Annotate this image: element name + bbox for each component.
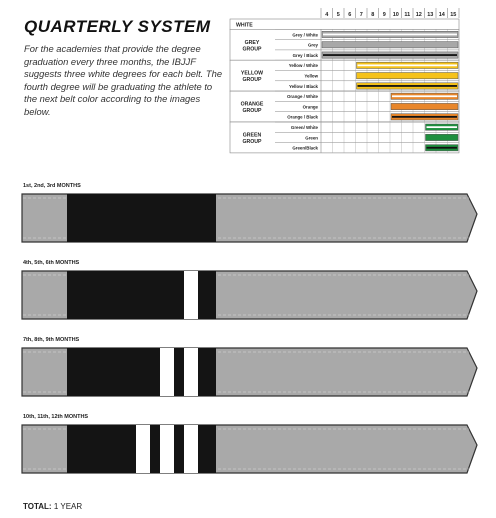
- belt-drawing: [0, 346, 496, 400]
- belt-row-label: Orange: [302, 104, 318, 110]
- belt-row-label: Green: [305, 135, 318, 141]
- group-label: GREY: [244, 39, 260, 46]
- belt-row-label: Green/Black: [292, 145, 318, 151]
- belt-row-label: Orange / White: [287, 94, 318, 100]
- group-label: GROUP: [242, 46, 262, 53]
- group-label: GREEN: [242, 132, 262, 139]
- year-header: 7: [359, 12, 363, 18]
- belt-row-label: Yellow / White: [288, 63, 318, 69]
- belt-stage-label: 7th, 8th, 9th MONTHS: [23, 337, 80, 343]
- group-label: ORANGE: [240, 101, 264, 108]
- total-duration: [23, 502, 82, 511]
- belt-bar-stripe: [392, 95, 457, 97]
- year-header: 5: [336, 12, 340, 18]
- degree-stripe: [136, 425, 150, 473]
- belt-row-label: Yellow: [304, 73, 318, 79]
- belt-bar-stripe: [323, 34, 457, 36]
- degree-stripe: [160, 425, 174, 473]
- year-header: 12: [415, 12, 422, 18]
- degree-stripe: [184, 271, 198, 319]
- belt-drawing: [0, 423, 496, 477]
- belt-row-label: Grey / Black: [292, 52, 318, 58]
- belt-bar-stripe: [358, 75, 458, 77]
- year-header: 6: [348, 12, 352, 18]
- group-label: GROUP: [242, 108, 262, 115]
- belt-black-bar: [67, 194, 216, 242]
- belt-bar-stripe: [427, 126, 458, 128]
- belt-bar-stripe: [427, 137, 458, 139]
- belt-bar-stripe: [358, 64, 458, 66]
- year-header: 9: [382, 12, 386, 18]
- belt-row-label: Orange / Black: [287, 114, 318, 120]
- total-value: 1 YEAR: [53, 502, 83, 511]
- belt-bar-stripe: [392, 106, 457, 108]
- year-header: 15: [450, 12, 457, 18]
- year-header: 13: [427, 12, 434, 18]
- belt-drawing: [0, 192, 496, 246]
- degree-stripe: [160, 348, 174, 396]
- belt-bar-stripe: [323, 54, 457, 56]
- belt-bar-stripe: [323, 44, 457, 46]
- group-label: YELLOW: [240, 70, 264, 77]
- belt-stage-label: 10th, 11th, 12th MONTHS: [23, 414, 89, 420]
- belt-row-label: Yellow / Black: [288, 83, 318, 89]
- degree-stripe: [184, 425, 198, 473]
- year-header: 11: [404, 12, 411, 18]
- belt-row-label: Grey / White: [292, 32, 318, 38]
- group-label: GROUP: [242, 138, 262, 145]
- year-header: 10: [392, 12, 399, 18]
- degree-stripe: [184, 348, 198, 396]
- belt-row-label: Grey: [307, 42, 318, 48]
- white-row: [230, 19, 459, 29]
- belt-bar-stripe: [358, 85, 458, 87]
- intro-paragraph: For the academies that provide the degree graduation every three months, the IBJJF suggests three white degrees for each belt. The fourth degree will be graduating the athlete to the next belt color according to the images below.: [24, 43, 223, 117]
- total-label: TOTAL:: [23, 502, 52, 511]
- white-label: WHITE: [236, 22, 253, 29]
- year-header: 14: [438, 12, 445, 18]
- group-label: GROUP: [242, 77, 262, 84]
- page-title: QUARTERLY SYSTEM: [24, 17, 211, 36]
- belt-stage-label: 4th, 5th, 6th MONTHS: [23, 260, 80, 266]
- belt-bar-stripe: [392, 116, 457, 118]
- year-header: 4: [325, 12, 329, 18]
- belt-stage-label: 1st, 2nd, 3rd MONTHS: [23, 183, 81, 189]
- belt-age-table: [0, 0, 496, 170]
- belt-row-label: Green/ White: [290, 125, 318, 130]
- belt-drawing: [0, 269, 496, 323]
- year-header: 8: [371, 12, 375, 18]
- belt-bar-stripe: [427, 147, 458, 149]
